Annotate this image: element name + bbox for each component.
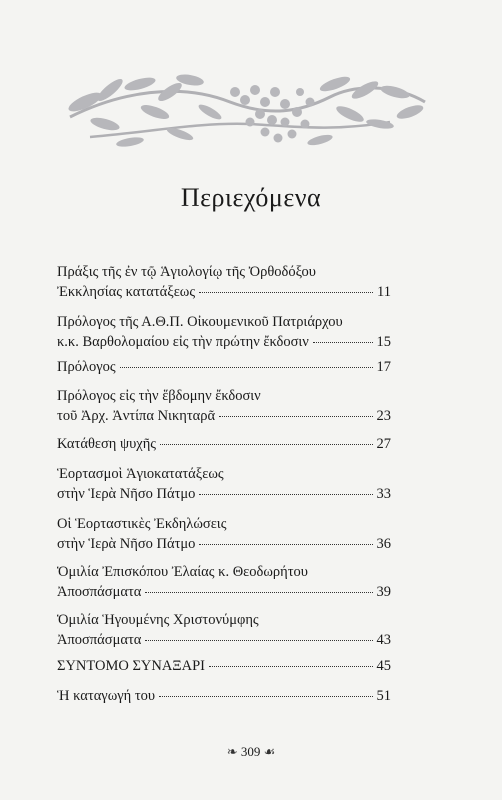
toc-entry-title-line2: Ἐκκλησίας κατατάξεως bbox=[57, 284, 196, 300]
toc-entry[interactable] bbox=[57, 386, 391, 426]
toc-entry-title-line1: Ἑορτασμοὶ Ἁγιοκατατάξεως bbox=[57, 466, 224, 482]
toc-entry[interactable] bbox=[57, 312, 391, 352]
leader-dots bbox=[199, 291, 373, 293]
toc-entry-title-line1: Οἱ Ἑορταστικὲς Ἐκδηλώσεις bbox=[57, 516, 227, 532]
toc-entry[interactable] bbox=[57, 656, 391, 676]
floral-vine-ornament bbox=[60, 62, 432, 154]
toc-entry-title-line2: στὴν Ἱερὰ Νῆσο Πάτμο bbox=[57, 536, 196, 552]
toc-entry[interactable] bbox=[57, 357, 391, 377]
toc-entry-title-line2: τοῦ Ἀρχ. Ἀντίπα Νικηταρᾶ bbox=[57, 408, 216, 424]
toc-entry-title-line1: Πρόλογος τῆς Α.Θ.Π. Οἰκουμενικοῦ Πατριάρχου bbox=[57, 314, 343, 330]
page-number: 309 bbox=[240, 744, 261, 759]
toc-page-number: 43 bbox=[376, 632, 391, 648]
toc-entry-title-line2: Ἀποσπάσματα bbox=[57, 632, 142, 648]
toc-entry-title: Πρόλογος bbox=[57, 359, 116, 375]
toc-entry-title-line1: Πρόλογος εἰς τὴν ἕβδομην ἔκδοσιν bbox=[57, 388, 261, 404]
toc-entry-title-line1: Ὁμιλία Ἡγουμένης Χριστονύμφης bbox=[57, 612, 259, 628]
toc-page-number: 15 bbox=[376, 334, 391, 350]
toc-entry[interactable] bbox=[57, 434, 391, 454]
left-fleuron-icon: ❧ bbox=[226, 744, 238, 759]
leader-dots bbox=[199, 543, 372, 545]
toc-page-number: 51 bbox=[376, 688, 391, 704]
leader-dots bbox=[120, 366, 373, 368]
toc-entry-title-line1: Πράξις τῆς ἐν τῷ Ἁγιολογίῳ τῆς Ὀρθοδόξου bbox=[57, 264, 316, 280]
leader-dots bbox=[209, 665, 373, 667]
toc-entry-title: ΣΥΝΤΟΜΟ ΣΥΝΑΞΑΡΙ bbox=[57, 658, 205, 674]
toc-entry[interactable] bbox=[57, 562, 391, 602]
toc-page-number: 39 bbox=[376, 584, 391, 600]
toc-page-number: 45 bbox=[376, 658, 391, 674]
leader-dots bbox=[313, 341, 373, 343]
toc-entry-title: Κατάθεση ψυχῆς bbox=[57, 436, 157, 452]
leader-dots bbox=[160, 443, 372, 445]
leader-dots bbox=[199, 493, 372, 495]
toc-entry-title: Ἡ καταγωγή του bbox=[57, 688, 156, 704]
page-title: Περιεχόμενα bbox=[180, 183, 322, 212]
toc-page-number: 17 bbox=[376, 359, 391, 375]
toc-entry[interactable] bbox=[57, 514, 391, 554]
toc-page-number: 36 bbox=[376, 536, 391, 552]
toc-entry[interactable] bbox=[57, 686, 391, 706]
toc-page-number: 11 bbox=[377, 284, 391, 300]
leader-dots bbox=[159, 695, 372, 697]
leader-dots bbox=[145, 639, 372, 641]
leader-dots bbox=[145, 591, 372, 593]
right-fleuron-icon: ☙ bbox=[263, 744, 276, 759]
toc-entry[interactable] bbox=[57, 464, 391, 504]
toc-entry[interactable] bbox=[57, 262, 391, 302]
toc-entry-title-line2: Ἀποσπάσματα bbox=[57, 584, 142, 600]
toc-entry-title-line1: Ὁμιλία Ἐπισκόπου Ἐλαίας κ. Θεοδωρήτου bbox=[57, 564, 308, 580]
toc-page-number: 23 bbox=[376, 408, 391, 424]
toc-page-number: 33 bbox=[376, 486, 391, 502]
toc-entry-title-line2: κ.κ. Βαρθολομαίου εἰς τὴν πρώτην ἔκδοσιν bbox=[57, 334, 309, 350]
toc-page-number: 27 bbox=[376, 436, 391, 452]
page-folio bbox=[0, 744, 502, 760]
toc-entry-title-line2: στὴν Ἱερὰ Νῆσο Πάτμο bbox=[57, 486, 196, 502]
toc-entry[interactable] bbox=[57, 610, 391, 650]
leader-dots bbox=[219, 415, 372, 417]
